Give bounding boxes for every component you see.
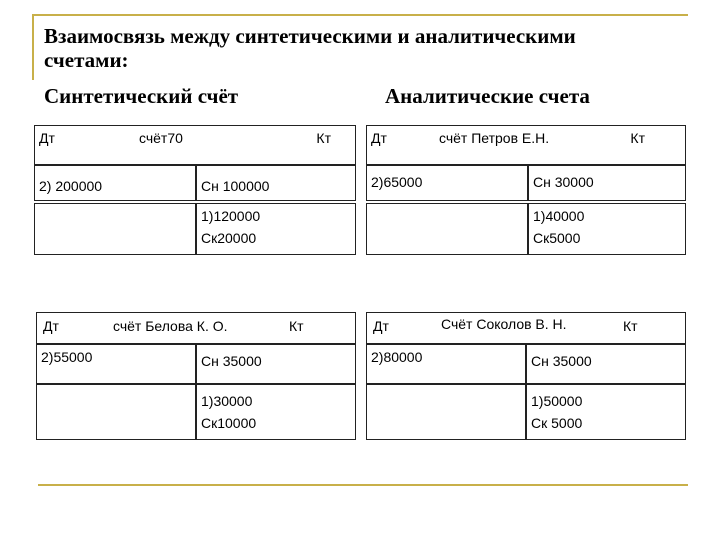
- account-name: счёт70: [139, 130, 183, 146]
- debit-entry: 2) 200000: [39, 178, 103, 194]
- credit-cell: [528, 165, 686, 201]
- credit-label: Кт: [623, 318, 638, 334]
- credit-closing-balance: Ск5000: [533, 230, 581, 246]
- debit-cell: [34, 165, 196, 201]
- t-account-petrov: [366, 125, 686, 255]
- debit-cell: [366, 344, 526, 384]
- credit-turnover: 1)40000: [533, 208, 585, 224]
- debit-cell: [366, 165, 528, 201]
- credit-entry: Сн 30000: [533, 174, 594, 190]
- debit-entry: 2)65000: [371, 174, 423, 190]
- credit-cell-lower: [196, 384, 356, 440]
- debit-cell: [36, 344, 196, 384]
- top-rule: [32, 14, 688, 16]
- credit-turnover: 1)50000: [531, 393, 583, 409]
- debit-label: Дт: [39, 130, 55, 146]
- t-account-70: [34, 125, 356, 255]
- debit-cell-lower: [366, 203, 528, 255]
- account-header: [34, 125, 356, 165]
- credit-label: Кт: [630, 130, 645, 146]
- credit-cell-lower: [196, 203, 356, 255]
- t-account-belova: [36, 312, 356, 440]
- credit-entry: Сн 35000: [201, 353, 262, 369]
- debit-cell-lower: [366, 384, 526, 440]
- account-name: счёт Белова К. О.: [113, 318, 228, 334]
- credit-cell: [196, 344, 356, 384]
- debit-entry: 2)80000: [371, 349, 423, 365]
- account-header: [36, 312, 356, 344]
- bottom-rule: [38, 484, 688, 486]
- account-header: [366, 125, 686, 165]
- credit-closing-balance: Ск 5000: [531, 415, 583, 431]
- account-header: [366, 312, 686, 344]
- left-rule: [32, 14, 34, 80]
- credit-label: Кт: [316, 130, 331, 146]
- credit-cell-lower: [526, 384, 686, 440]
- credit-cell: [196, 165, 356, 201]
- credit-cell: [526, 344, 686, 384]
- credit-cell-lower: [528, 203, 686, 255]
- debit-label: Дт: [43, 318, 59, 334]
- debit-cell-lower: [34, 203, 196, 255]
- debit-entry: 2)55000: [41, 349, 93, 365]
- title-line-2: счетами:: [44, 48, 129, 72]
- debit-label: Дт: [373, 318, 389, 334]
- credit-entry: Сн 35000: [531, 353, 592, 369]
- credit-turnover: 1)30000: [201, 393, 253, 409]
- credit-entry: Сн 100000: [201, 178, 270, 194]
- analytical-accounts-heading: Аналитические счета: [385, 84, 590, 108]
- account-name: Счёт Соколов В. Н.: [441, 316, 567, 332]
- credit-closing-balance: Ск10000: [201, 415, 257, 431]
- t-account-sokolov: [366, 312, 686, 440]
- title-line-1: Взаимосвязь между синтетическими и аналитическими: [44, 24, 576, 48]
- credit-turnover: 1)120000: [201, 208, 261, 224]
- credit-closing-balance: Ск20000: [201, 230, 257, 246]
- credit-label: Кт: [289, 318, 304, 334]
- debit-label: Дт: [371, 130, 387, 146]
- synthetic-account-heading: Синтетический счёт: [44, 84, 239, 108]
- page-title: [44, 24, 684, 72]
- account-name: счёт Петров Е.Н.: [439, 130, 550, 146]
- debit-cell-lower: [36, 384, 196, 440]
